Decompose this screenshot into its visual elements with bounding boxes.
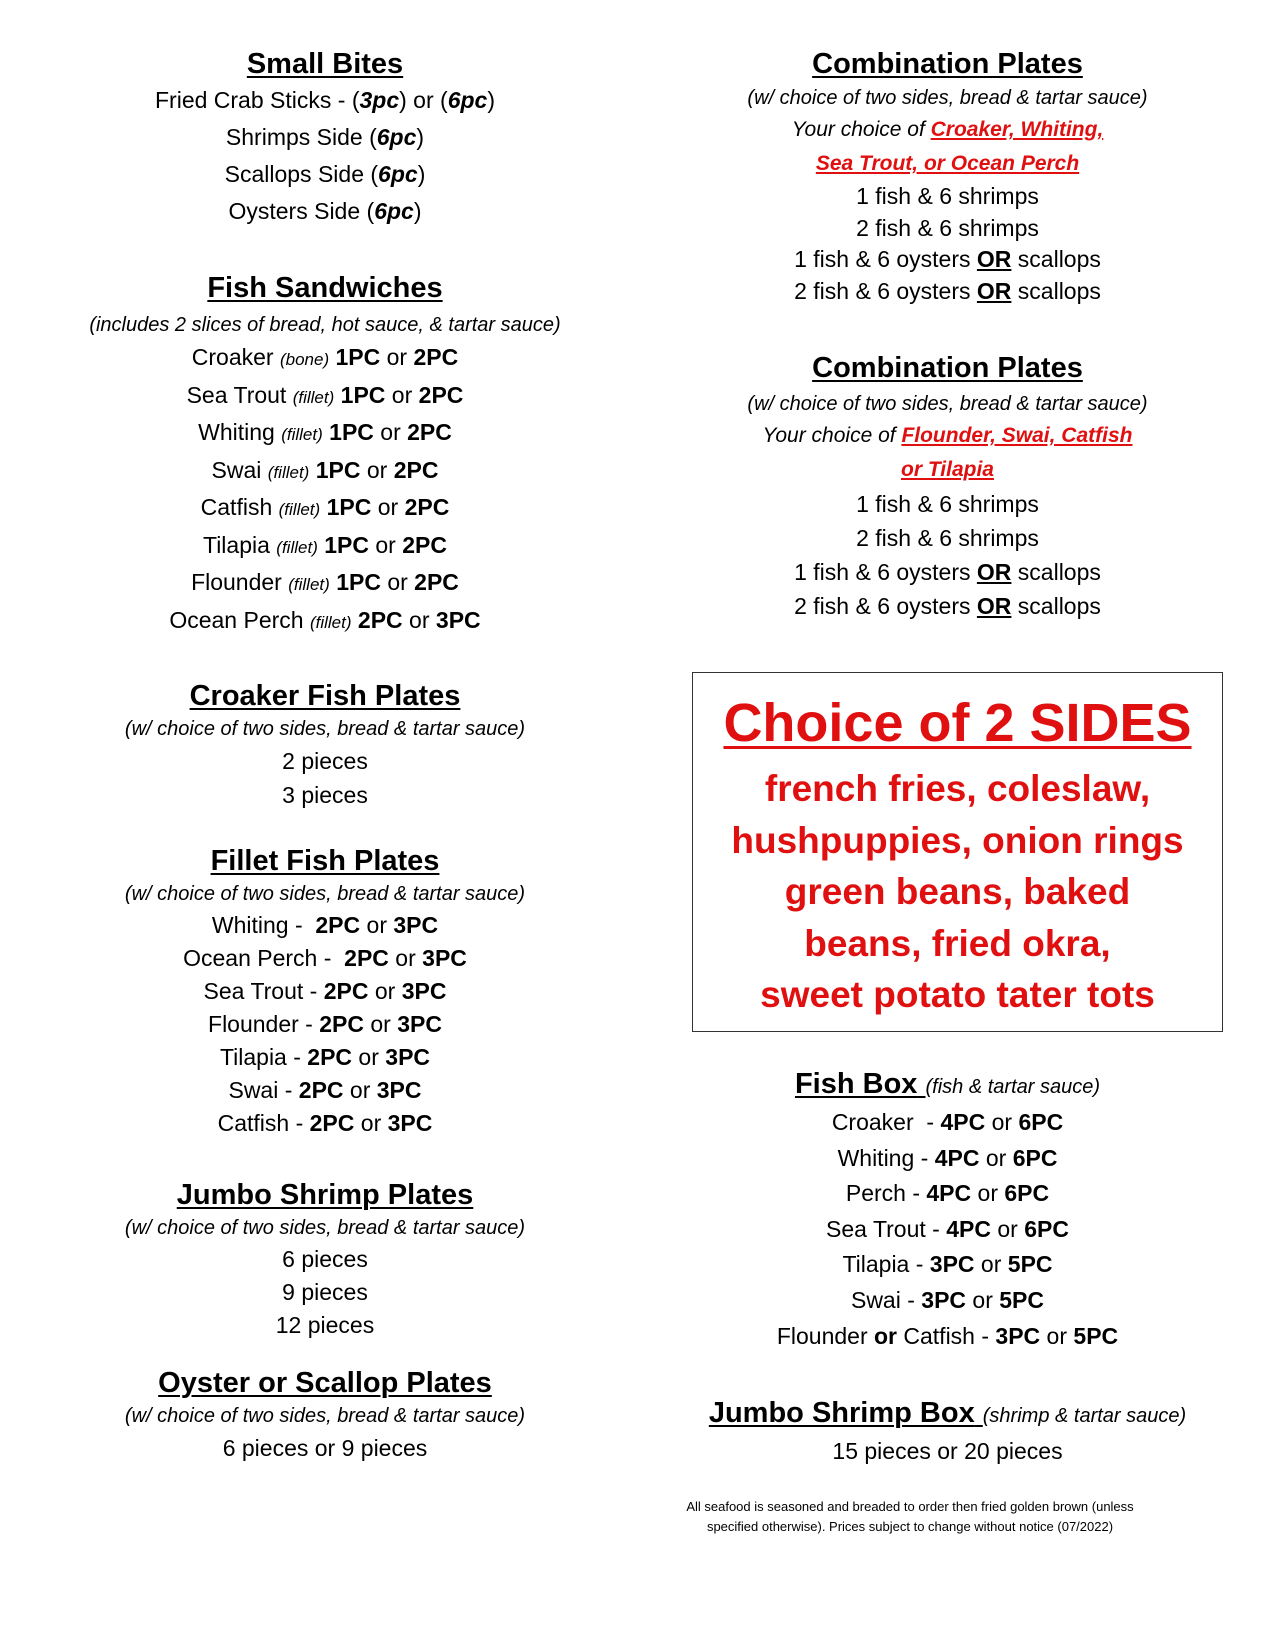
item-qty: 1PC: [326, 494, 372, 520]
menu-item: [30, 1008, 620, 1041]
item-name: Catfish -: [217, 1110, 310, 1136]
item-sep: ): [413, 198, 422, 224]
menu-item: [650, 1105, 1245, 1141]
item-name: Oysters Side (: [228, 198, 375, 224]
menu-item: [30, 378, 620, 416]
section-title: [650, 1395, 1245, 1434]
item-sep: or: [368, 978, 402, 1004]
combination-plates-2-section: [650, 350, 1245, 623]
item-qty: 2PC: [309, 1110, 355, 1136]
choice-line: [650, 113, 1245, 147]
sides-title: Choice of 2 SIDES: [723, 693, 1192, 753]
menu-item: [30, 82, 620, 119]
item-sep: or: [1040, 1323, 1074, 1349]
sandwich-list: [30, 340, 620, 640]
section-note: (w/ choice of two sides, bread & tartar sauce): [747, 87, 1148, 109]
combo-item-text: scallops: [1011, 246, 1101, 272]
item-name: Ocean Perch: [169, 606, 310, 633]
item-sep: ) or (: [399, 87, 448, 113]
item-name: Scallops Side (: [224, 161, 379, 187]
menu-item: [30, 415, 620, 453]
item-name: Fried Crab Sticks - (: [155, 87, 360, 113]
item-sep: or: [385, 381, 419, 408]
section-title: Combination Plates: [812, 48, 1083, 80]
item-qty: 3PC: [376, 1077, 422, 1103]
or-emphasis: OR: [976, 559, 1012, 585]
item-qty: 4PC: [940, 1109, 986, 1135]
menu-item: [30, 156, 620, 193]
item-name: Swai: [211, 456, 268, 483]
item-cut: (fillet): [309, 612, 352, 632]
item-cut: (fillet): [292, 387, 335, 407]
item-qty: 2PC: [404, 494, 450, 520]
section-note: (fish & tartar sauce): [925, 1076, 1101, 1098]
item-name: Sea Trout: [186, 381, 293, 408]
item-name: Catfish: [200, 494, 279, 520]
item-name: Whiting -: [837, 1144, 935, 1171]
item-qty: 3PC: [385, 1044, 431, 1070]
footer-disclaimer: [640, 1497, 1180, 1537]
section-title: Combination Plates: [812, 352, 1083, 384]
small-bites-section: [30, 46, 620, 230]
choice-prefix: Your choice of: [762, 424, 902, 447]
item-qty: 2PC: [414, 569, 459, 595]
item-name: Ocean Perch -: [183, 945, 345, 971]
item-sep: ): [416, 124, 425, 150]
menu-item: [650, 487, 1245, 521]
jumbo-shrimp-plates-section: [30, 1177, 620, 1342]
menu-item: [650, 589, 1245, 623]
choice-line: [650, 453, 1245, 487]
item-qty: 6pc: [447, 87, 488, 113]
item-sep: or: [352, 1044, 386, 1070]
oyster-scallop-plates-section: [30, 1365, 620, 1465]
fish-sandwiches-section: [30, 270, 620, 640]
combo-item-text: scallops: [1011, 277, 1101, 304]
item-cut: (fillet): [276, 537, 318, 557]
item-qty: 2PC: [357, 606, 403, 633]
menu-item: [30, 119, 620, 156]
section-title: [650, 1066, 1245, 1105]
menu-item: 15 pieces or 20 pieces: [832, 1438, 1063, 1464]
item-sep: or: [874, 1323, 897, 1349]
item-qty: 4PC: [926, 1180, 972, 1206]
menu-item: 9 pieces: [282, 1279, 368, 1305]
item-qty: 6PC: [1004, 1180, 1050, 1206]
item-qty: 2PC: [393, 456, 439, 483]
item-qty: 3PC: [397, 1011, 442, 1037]
item-qty: 1PC: [329, 419, 374, 445]
item-qty: 6pc: [376, 124, 417, 150]
combo-list: [650, 487, 1245, 623]
combo-list: [650, 181, 1245, 307]
item-qty: 2PC: [307, 1044, 353, 1070]
item-qty: 5PC: [999, 1286, 1045, 1313]
combo-item-text: 2 fish & 6 shrimps: [856, 214, 1039, 241]
item-name: Croaker -: [831, 1109, 941, 1135]
jumbo-shrimp-box-section: [650, 1395, 1245, 1468]
section-note: (w/ choice of two sides, bread & tartar sauce): [124, 1217, 526, 1239]
item-sep: or: [979, 1144, 1013, 1171]
item-qty: 2PC: [315, 912, 361, 938]
item-sep: or: [354, 1110, 388, 1136]
item-name: Shrimps Side (: [225, 124, 377, 150]
menu-item: [650, 1176, 1245, 1212]
sides-list: [693, 763, 1222, 1021]
item-cut: (bone): [279, 350, 330, 369]
fillet-plates-section: [30, 843, 620, 1140]
footer-line: specified otherwise). Prices subject to change without notice (07/2022): [706, 1519, 1114, 1534]
menu-item: [650, 276, 1245, 308]
item-qty: 6pc: [378, 161, 418, 187]
section-note: (w/ choice of two sides, bread & tartar sauce): [124, 718, 526, 740]
item-qty: 6PC: [1024, 1215, 1069, 1242]
or-emphasis: OR: [976, 246, 1012, 272]
section-title: Fish Sandwiches: [207, 272, 443, 304]
item-qty: 1PC: [324, 531, 369, 558]
section-note: (shrimp & tartar sauce): [982, 1405, 1187, 1427]
item-name: Flounder: [776, 1323, 874, 1349]
item-qty: 2PC: [298, 1077, 344, 1103]
item-qty: 1PC: [336, 569, 381, 595]
item-qty: 2PC: [418, 381, 464, 408]
item-name: Swai -: [228, 1077, 299, 1103]
side-line: hushpuppies, onion rings: [731, 819, 1184, 861]
fish-choice-list: Croaker, Whiting,: [930, 118, 1104, 141]
item-cut: (fillet): [288, 575, 330, 594]
menu-item: 3 pieces: [282, 782, 368, 808]
item-qty: 1PC: [315, 456, 361, 483]
item-name: Tilapia -: [842, 1251, 930, 1277]
item-sep: or: [360, 912, 394, 938]
combo-item-text: 1 fish & 6 oysters: [794, 246, 977, 272]
item-sep: or: [369, 531, 403, 558]
menu-item: 12 pieces: [275, 1312, 375, 1338]
item-sep: or: [985, 1109, 1019, 1135]
menu-item: [30, 975, 620, 1008]
item-sep: or: [990, 1215, 1025, 1242]
item-qty: 3pc: [359, 87, 400, 113]
item-name: Croaker: [191, 344, 280, 370]
item-sep: or: [363, 1011, 398, 1037]
section-title: Small Bites: [246, 48, 404, 80]
combo-item-text: scallops: [1011, 593, 1101, 619]
item-name: Catfish -: [897, 1323, 996, 1349]
item-sep: or: [380, 344, 414, 370]
item-sep: or: [373, 419, 408, 445]
fish-box-section: [650, 1066, 1245, 1355]
item-qty: 2PC: [407, 419, 452, 445]
jumbo-shrimp-box-title: Jumbo Shrimp Box: [708, 1397, 975, 1429]
item-qty: 1PC: [335, 344, 381, 370]
item-qty: 6PC: [1018, 1109, 1064, 1135]
item-name: Flounder: [191, 569, 289, 595]
side-line: green beans, baked: [784, 871, 1131, 912]
menu-item: [650, 1212, 1245, 1248]
item-name: Perch -: [845, 1180, 927, 1206]
fish-choice-list: or Tilapia: [901, 458, 994, 481]
item-qty: 3PC: [921, 1286, 967, 1313]
section-title: Croaker Fish Plates: [189, 680, 461, 712]
menu-item: [650, 1283, 1245, 1319]
combo-item-text: scallops: [1011, 559, 1101, 585]
section-title: Jumbo Shrimp Plates: [176, 1179, 474, 1211]
fish-box-list: [650, 1105, 1245, 1318]
menu-item: [650, 521, 1245, 555]
menu-item: [30, 909, 620, 942]
item-cut: (fillet): [278, 500, 321, 519]
menu-item: [30, 528, 620, 566]
item-sep: ): [417, 161, 426, 187]
fillet-list: [30, 909, 620, 1140]
combo-item-text: 2 fish & 6 oysters: [794, 277, 977, 304]
item-qty: 4PC: [946, 1215, 991, 1242]
item-name: Sea Trout -: [826, 1215, 947, 1242]
sides-box: [692, 672, 1223, 1032]
menu-item: 6 pieces or 9 pieces: [222, 1435, 428, 1461]
item-qty: 3PC: [393, 912, 439, 938]
item-cut: (fillet): [267, 462, 310, 482]
menu-item: 2 pieces: [282, 748, 368, 774]
menu-item: [30, 490, 620, 528]
item-cut: (fillet): [281, 425, 323, 444]
item-sep: or: [380, 569, 415, 595]
side-line: sweet potato tater tots: [760, 974, 1155, 1015]
item-name: Whiting: [198, 419, 282, 445]
side-line: french fries, coleslaw,: [764, 768, 1151, 809]
item-sep: or: [388, 945, 423, 971]
section-title: Oyster or Scallop Plates: [158, 1367, 492, 1399]
item-sep: or: [371, 494, 405, 520]
menu-item: 6 pieces: [282, 1246, 368, 1272]
menu-item: [650, 181, 1245, 213]
section-note: (w/ choice of two sides, bread & tartar sauce): [124, 883, 526, 905]
menu-item: [30, 603, 620, 641]
item-qty: 3PC: [995, 1323, 1041, 1349]
item-qty: 1PC: [340, 381, 386, 408]
item-qty: 5PC: [1007, 1251, 1053, 1277]
menu-item: [650, 555, 1245, 589]
item-qty: 2PC: [344, 945, 389, 971]
item-name: Whiting -: [211, 912, 316, 938]
section-note: (w/ choice of two sides, bread & tartar sauce): [124, 1405, 526, 1427]
combo-item-text: 2 fish & 6 oysters: [794, 593, 977, 619]
combination-plates-1-section: [650, 46, 1245, 307]
choice-line: [650, 419, 1245, 453]
item-qty: 2PC: [319, 1011, 364, 1037]
menu-item: [30, 565, 620, 603]
menu-item: [650, 1247, 1245, 1283]
menu-item: [30, 1074, 620, 1107]
menu-item: [30, 193, 620, 230]
or-emphasis: OR: [976, 277, 1012, 304]
section-title: Fillet Fish Plates: [210, 845, 440, 877]
item-sep: ): [487, 87, 495, 113]
item-sep: or: [360, 456, 394, 483]
fish-box-title: Fish Box: [794, 1068, 918, 1100]
item-qty: 6pc: [374, 198, 414, 224]
item-sep: or: [402, 606, 436, 633]
footer-line: All seafood is seasoned and breaded to order then fried golden brown (unless: [686, 1499, 1134, 1514]
menu-item: [650, 1141, 1245, 1177]
combo-item-text: 1 fish & 6 oysters: [794, 559, 977, 585]
menu-item: [650, 244, 1245, 276]
item-qty: 3PC: [401, 978, 447, 1004]
menu-item: [650, 213, 1245, 245]
item-qty: 6PC: [1012, 1144, 1058, 1171]
item-sep: or: [966, 1286, 1000, 1313]
menu-item: [30, 942, 620, 975]
item-qty: 4PC: [934, 1144, 980, 1171]
menu-item: [650, 1318, 1245, 1355]
menu-item: [30, 1107, 620, 1140]
item-qty: 2PC: [323, 978, 369, 1004]
croaker-plates-section: [30, 678, 620, 812]
fish-choice-list: Flounder, Swai, Catfish: [901, 424, 1133, 447]
section-note: (w/ choice of two sides, bread & tartar sauce): [747, 393, 1148, 415]
item-sep: or: [971, 1180, 1005, 1206]
item-qty: 3PC: [929, 1251, 975, 1277]
choice-line: [650, 147, 1245, 181]
section-note: (includes 2 slices of bread, hot sauce, & tartar sauce): [89, 314, 561, 336]
item-name: Swai -: [850, 1286, 922, 1313]
side-line: beans, fried okra,: [804, 922, 1111, 964]
item-name: Tilapia -: [219, 1044, 308, 1070]
choice-prefix: Your choice of: [791, 118, 931, 141]
combo-item-text: 2 fish & 6 shrimps: [856, 525, 1039, 551]
menu-item: [30, 453, 620, 491]
item-sep: or: [974, 1251, 1008, 1277]
item-name: Flounder -: [208, 1011, 320, 1037]
item-sep: or: [343, 1077, 377, 1103]
fish-choice-list: Sea Trout, or Ocean Perch: [815, 152, 1080, 175]
menu-item: [30, 340, 620, 378]
item-qty: 2PC: [402, 531, 447, 558]
item-qty: 3PC: [422, 945, 467, 971]
item-qty: 3PC: [387, 1110, 433, 1136]
combo-item-text: 1 fish & 6 shrimps: [856, 491, 1039, 517]
combo-item-text: 1 fish & 6 shrimps: [856, 183, 1039, 209]
item-qty: 5PC: [1073, 1323, 1119, 1349]
or-emphasis: OR: [976, 593, 1012, 619]
menu-item: [30, 1041, 620, 1074]
item-qty: 3PC: [435, 606, 481, 633]
item-name: Tilapia: [203, 531, 277, 558]
item-name: Sea Trout -: [203, 978, 324, 1004]
item-qty: 2PC: [413, 344, 459, 370]
